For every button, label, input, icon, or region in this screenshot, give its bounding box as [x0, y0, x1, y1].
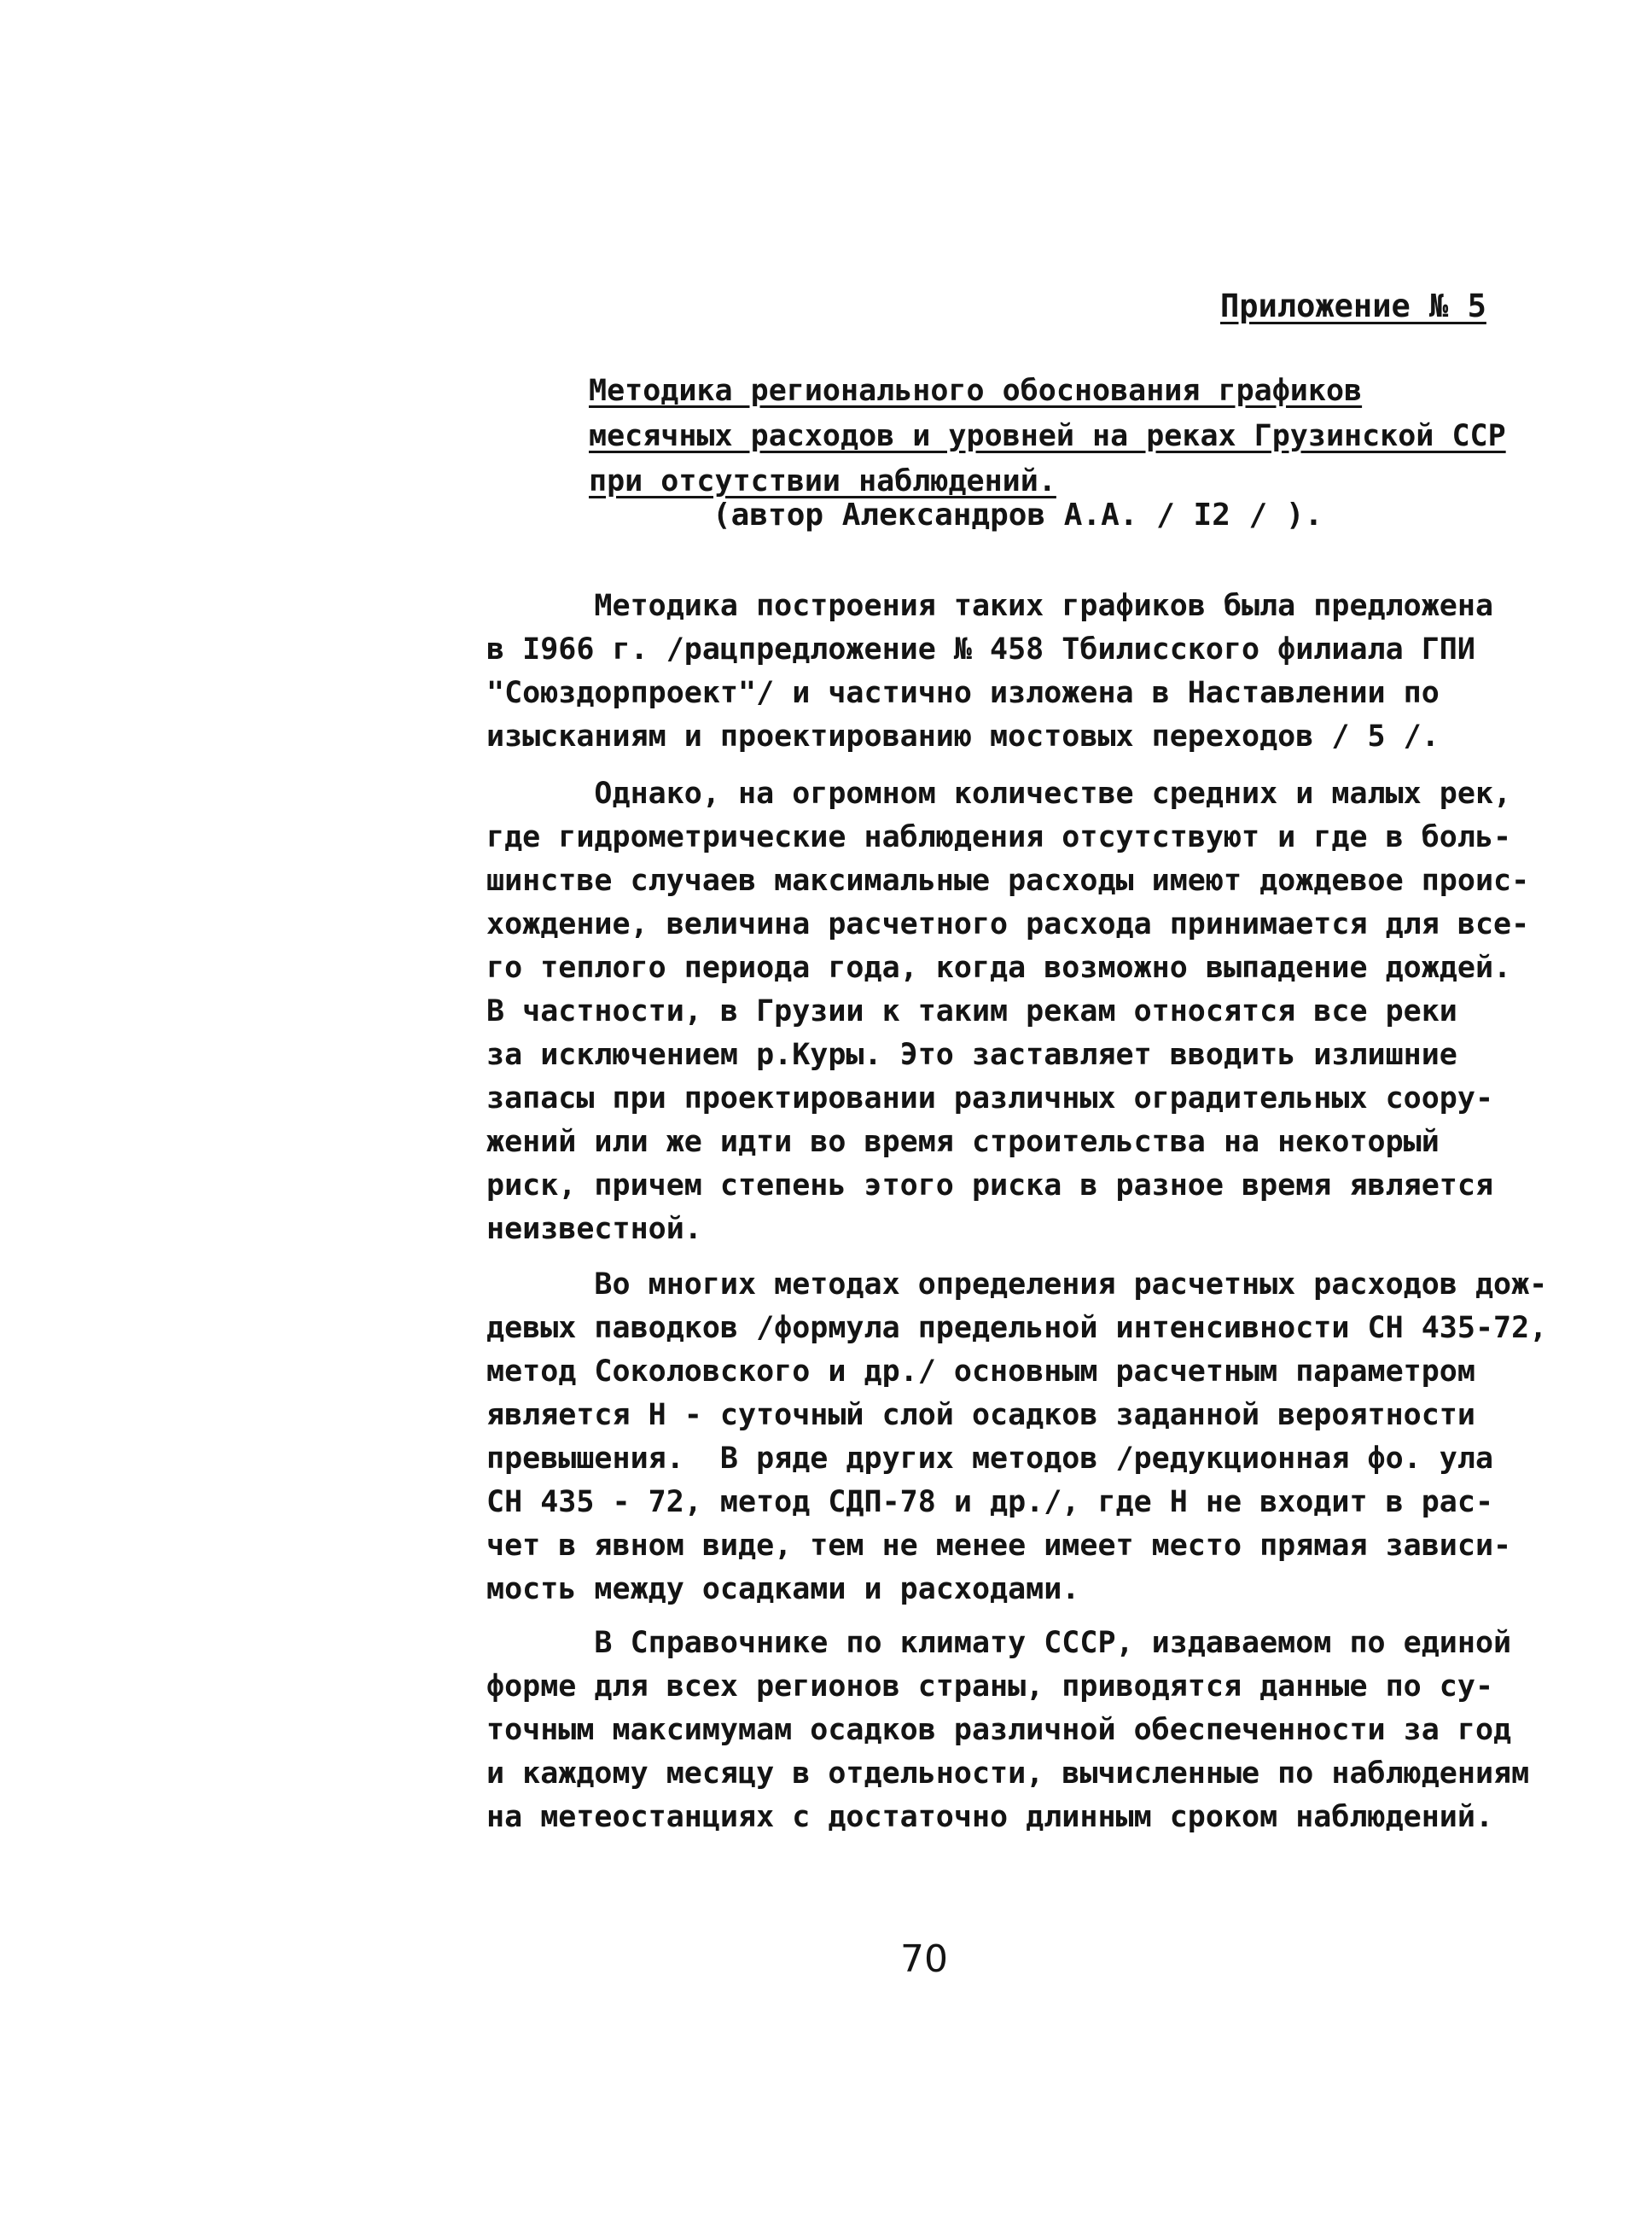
text-line: и каждому месяцу в отдельности, вычисленные по наблюдениям — [486, 1756, 1530, 1791]
document-title — [589, 369, 1510, 504]
text-line: СН 435 - 72, метод СДП-78 и др./, где Н не входит в рас- — [486, 1485, 1494, 1519]
text-line: риск, причем степень этого риска в разное время является — [486, 1168, 1494, 1203]
paragraph-2 — [486, 772, 1530, 1251]
text-line: форме для всех регионов страны, приводятся данные по су- — [486, 1669, 1494, 1704]
text-line: Однако, на огромном количестве средних и малых рек, — [486, 777, 1512, 811]
text-line: жений или же идти во время строительства на некоторый — [486, 1125, 1440, 1159]
text-line: является Н - суточный слой осадков заданной вероятности — [486, 1398, 1475, 1432]
paragraph-4 — [486, 1622, 1530, 1839]
text-line: неизвестной. — [486, 1212, 702, 1246]
title-line: Методика регионального обоснования графиков — [589, 374, 1363, 408]
title-line: при отсутствии наблюдений. — [589, 464, 1056, 498]
text-line: В частности, в Грузии к таким рекам относятся все реки — [486, 994, 1457, 1028]
text-line: изысканиям и проектированию мостовых переходов / 5 /. — [486, 719, 1440, 754]
text-line: на метеостанциях с достаточно длинным сроком наблюдений. — [486, 1800, 1494, 1834]
paragraph-3 — [486, 1263, 1548, 1611]
text-line: мость между осадками и расходами. — [486, 1572, 1080, 1606]
text-line: Во многих методах определения расчетных расходов дож- — [486, 1267, 1548, 1302]
text-line: "Союздорпроект"/ и частично изложена в Наставлении по — [486, 676, 1440, 710]
text-line: го теплого периода года, когда возможно выпадение дождей. — [486, 951, 1512, 985]
text-line: В Справочнике по климату СССР, издаваемом по единой — [486, 1626, 1512, 1660]
text-line: девых паводков /формула предельной интенсивности СН 435-72, — [486, 1311, 1548, 1345]
text-line: запасы при проектировании различных оградительных соору- — [486, 1081, 1494, 1116]
text-line: точным максимумам осадков различной обеспеченности за год — [486, 1713, 1512, 1747]
appendix-label: Приложение № 5 — [1220, 288, 1486, 324]
text-line: где гидрометрические наблюдения отсутствуют и где в боль- — [486, 820, 1512, 854]
title-line: месячных расходов и уровней на реках Грузинской ССР — [589, 419, 1506, 453]
text-line: в I966 г. /рацпредложение № 458 Тбилисского филиала ГПИ — [486, 632, 1475, 667]
paragraph-1 — [486, 585, 1527, 759]
text-line: хождение, величина расчетного расхода принимается для все- — [486, 907, 1530, 941]
text-line: чет в явном виде, тем не менее имеет место прямая зависи- — [486, 1529, 1512, 1563]
page-number: 70 — [900, 1937, 948, 1981]
text-line: превышения. В ряде других методов /редукционная фо. ула — [486, 1442, 1494, 1476]
text-line: шинстве случаев максимальные расходы имеют дождевое проис- — [486, 864, 1530, 898]
author-line: (автор Александров А.А. / I2 / ). — [713, 498, 1323, 533]
text-line: Методика построения таких графиков была предложена — [486, 589, 1494, 623]
text-line: метод Соколовского и др./ основным расчетным параметром — [486, 1354, 1475, 1389]
text-line: за исключением р.Куры. Это заставляет вводить излишние — [486, 1038, 1457, 1072]
